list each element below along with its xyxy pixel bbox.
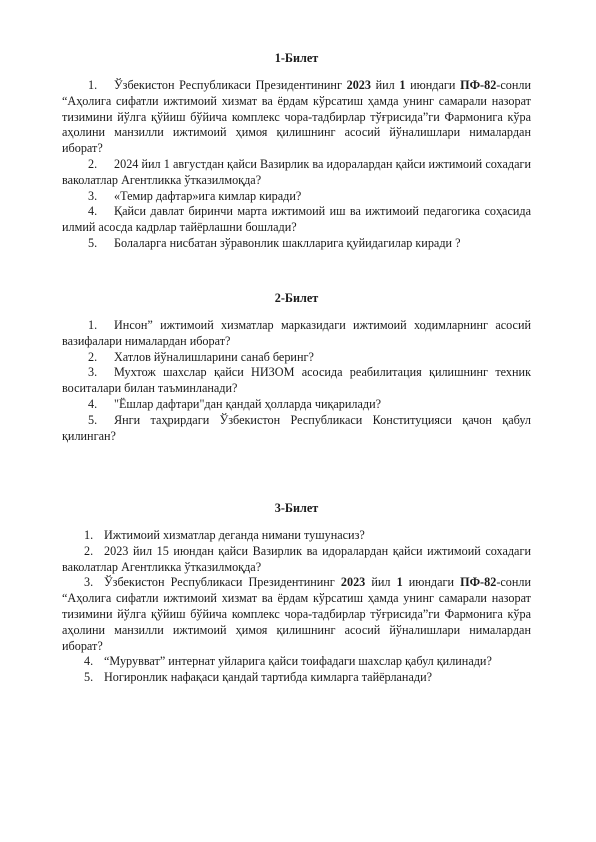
question-number: 3. [84,575,94,590]
question-text: Болаларга нисбатан зўравонлик шаклларига қуйидагилар киради ? [114,235,461,250]
question-text: Янги таҳрирдаги Ўзбекистон Республикаси Конституцияси қачон қабул қилинган? [62,412,531,443]
question-text: “Мурувват” интернат уйларига қайси тоифадаги шахслар қабул қилинади? [104,654,492,669]
question-text: Қайси давлат биринчи марта ижтимоий иш ва ижтимоий педагогика соҳасида илмий асосда кадрлар тайёрлашни бошлади? [62,204,531,235]
question-text: июндаги [405,78,461,92]
question-text: Мухтож шахслар қайси НИЗОМ асосида реабилитация қилишнинг техник воситалари билан таъминланади? [62,365,531,396]
question-2 [62,544,531,576]
question-3 [62,189,531,205]
question-number: 5. [88,412,98,427]
question-text: Хатлов йўналишларини санаб беринг? [114,349,314,364]
question-text: Ўзбекистон Республикаси Президентининг [104,575,341,590]
decree-number: ПФ-82 [460,78,497,92]
question-text: -сонли “Аҳолига сифатли ижтимоий хизмат ва ёрдам кўрсатиш ҳамда унинг самарали назорат тизимини йўлга қўйиш бўйича комплекс чора-тадбирлар тўғрисида”ги Фармонига кўра аҳолини манзилли ижтимоий ҳимоя қилишнинг асосий йўналишлари нималардан иборат? [62,78,531,156]
question-number: 5. [84,670,94,685]
ticket-title: 2-Билет [274,291,319,305]
ticket-title: 1-Билет [274,51,319,65]
question-day: 1 [396,575,403,590]
question-year: 2023 [346,78,371,92]
question-number: 1. [88,318,98,332]
question-1 [62,528,531,544]
question-4 [62,397,531,413]
ticket-3 [62,500,531,686]
question-5 [62,236,531,252]
question-text: Ўзбекистон Республикаси Президентининг [114,78,347,92]
question-4 [62,204,531,236]
question-text: Ногиронлик нафақаси қандай тартибда кимларга тайёрланади? [104,670,432,685]
question-text: Инсон” ижтимоий хизматлар марказидаги ижтимоий ходимларнинг асосий вазифалари нималардан иборат? [62,318,531,348]
question-2 [62,157,531,189]
question-number: 4. [88,396,98,411]
question-3 [62,575,531,654]
question-text: йил [370,78,400,92]
decree-number: ПФ-82 [460,575,497,590]
question-text: йил [365,575,397,590]
question-5 [62,670,531,686]
question-1 [62,318,531,350]
question-number: 2. [84,543,94,558]
ticket-title: 3-Билет [274,501,319,515]
question-number: 2. [88,156,98,171]
question-number: 3. [88,188,98,203]
question-text: 2023 йил 15 июндан қайси Вазирлик ва идоралардан қайси ижтимоий сохадаги ваколатлар Агентликка ўтказилмоқда? [62,543,531,574]
question-text: 2024 йил 1 августдан қайси Вазирлик ва идоралардан қайси ижтимоий сохадаги ваколатлар Агентликка ўтказилмоқда? [62,156,531,187]
question-number: 2. [88,349,98,364]
question-number: 1. [88,78,98,92]
question-number: 5. [88,235,98,250]
question-text: июндаги [402,575,461,590]
question-number: 4. [88,204,98,219]
question-day: 1 [399,78,406,92]
question-1 [62,78,531,157]
question-text: "Ёшлар дафтари"дан қандай ҳолларда чиқарилади? [114,396,382,411]
question-text: «Темир дафтар»ига кимлар киради? [114,188,302,203]
question-year: 2023 [340,575,366,590]
question-text: Ижтимоий хизматлар деганда нимани тушунасиз? [104,528,365,542]
ticket-1 [62,50,531,252]
question-number: 1. [84,528,94,542]
question-5 [62,413,531,445]
question-number: 4. [84,654,94,669]
question-number: 3. [88,365,98,380]
ticket-2 [62,290,531,444]
question-2 [62,350,531,366]
question-3 [62,365,531,397]
question-4 [62,654,531,670]
question-text: -сонли “Аҳолига сифатли ижтимоий хизмат ва ёрдам кўрсатиш ҳамда унинг самарали назорат тизимини йўлга қўйиш бўйича комплекс чора-тадбирлар тўғрисида”ги Фармонига кўра аҳолини манзилли ижтимоий ҳимоя қилишнинг асосий йўналишлари нималардан иборат? [62,575,532,653]
